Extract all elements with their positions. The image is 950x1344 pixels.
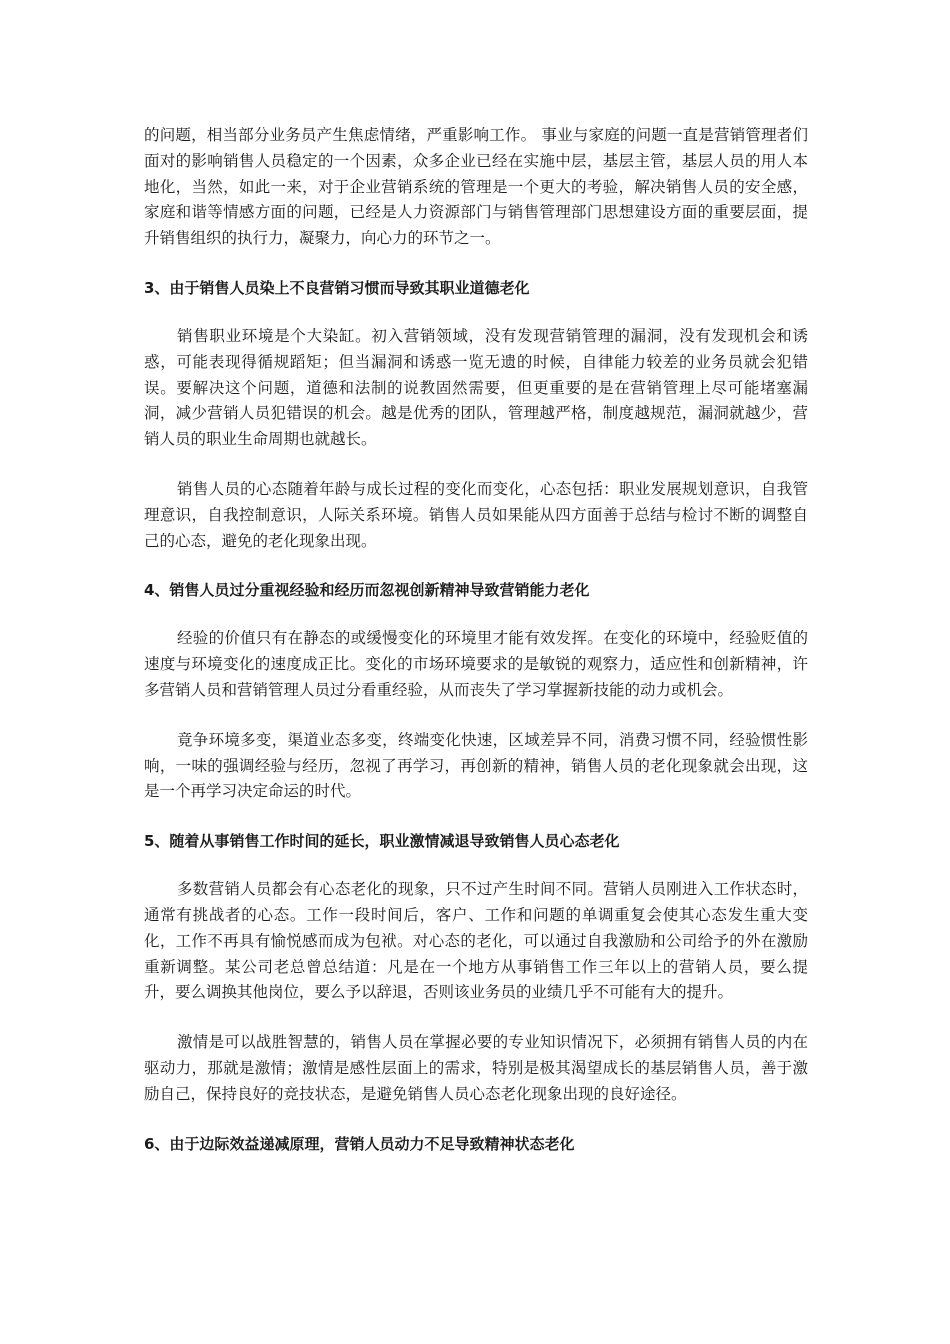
paragraph-3-2: 销售人员的心态随着年龄与成长过程的变化而变化，心态包括：职业发展规划意识，自我管理意识，自我控制意识，人际关系环境。销售人员如果能从四方面善于总结与检讨不断的调整自己的心态，避免的老化现象出现。 — [144, 479, 808, 550]
document-page — [144, 123, 808, 1180]
section-heading-5: 5、随着从事销售工作时间的延长，职业激情减退导致销售人员心态老化 — [144, 832, 620, 851]
section-heading-3: 3、由于销售人员染上不良营销习惯而导致其职业道德老化 — [144, 278, 530, 297]
paragraph-5-1: 多数营销人员都会有心态老化的现象，只不过产生时间不同。营销人员刚进入工作状态时，通常有挑战者的心态。工作一段时间后，客户、工作和问题的单调重复会使其心态发生重大变化，工作不再具有愉悦感而成为包袱。对心态的老化，可以通过自我激励和公司给予的外在激励重新调整。某公司老总曾总结道：凡是在一个地方从事销售工作三年以上的营销人员，要么提升，要么调换其他岗位，要么予以辞退，否则该业务员的业绩几乎不可能有大的提升。 — [144, 880, 808, 1002]
paragraph-5-2: 激情是可以战胜智慧的，销售人员在掌握必要的专业知识情况下，必须拥有销售人员的内在驱动力，那就是激情；激情是感性层面上的需求，特别是极其渴望成长的基层销售人员，善于激励自己，保持良好的竞技状态，是避免销售人员心态老化现象出现的良好途径。 — [144, 1033, 808, 1103]
paragraph-4-2: 竟争环境多变，渠道业态多变，终端变化快速，区域差异不同，消费习惯不同，经验惯性影响，一味的强调经验与经历，忽视了再学习，再创新的精神，销售人员的老化现象就会出现，这是一个再学习决定命运的时代。 — [144, 730, 808, 801]
section-heading-4: 4、销售人员过分重视经验和经历而忽视创新精神导致营销能力老化 — [144, 581, 590, 600]
section-heading-6: 6、由于边际效益递减原理，营销人员动力不足导致精神状态老化 — [144, 1134, 575, 1153]
paragraph-4-1: 经验的价值只有在静态的或缓慢变化的环境里才能有效发挥。在变化的环境中，经验贬值的速度与环境变化的速度成正比。变化的市场环境要求的是敏锐的观察力，适应性和创新精神，许多营销人员和营销管理人员过分看重经验，从而丧失了学习掌握新技能的动力或机会。 — [144, 629, 808, 699]
paragraph-intro: 的问题，相当部分业务员产生焦虑情绪，严重影响工作。 事业与家庭的问题一直是营销管理者们面对的影响销售人员稳定的一个因素，众多企业已经在实施中层，基层主管，基层人员的用人本地化，当然，如此一来，对于企业营销系统的管理是一个更大的考验，解决销售人员的安全感，家庭和谐等情感方面的问题，已经是人力资源部门与销售管理部门思想建设方面的重要层面，提升销售组织的执行力，凝聚力，向心力的环节之一。 — [144, 126, 808, 248]
paragraph-3-1: 销售职业环境是个大染缸。初入营销领域，没有发现营销管理的漏洞，没有发现机会和诱惑，可能表现得循规蹈矩；但当漏洞和诱惑一览无遗的时候，自律能力较差的业务员就会犯错误。要解决这个问题，道德和法制的说教固然需要，但更重要的是在营销管理上尽可能堵塞漏洞，减少营销人员犯错误的机会。越是优秀的团队，管理越严格，制度越规范，漏洞就越少，营销人员的职业生命周期也就越长。 — [144, 326, 808, 449]
